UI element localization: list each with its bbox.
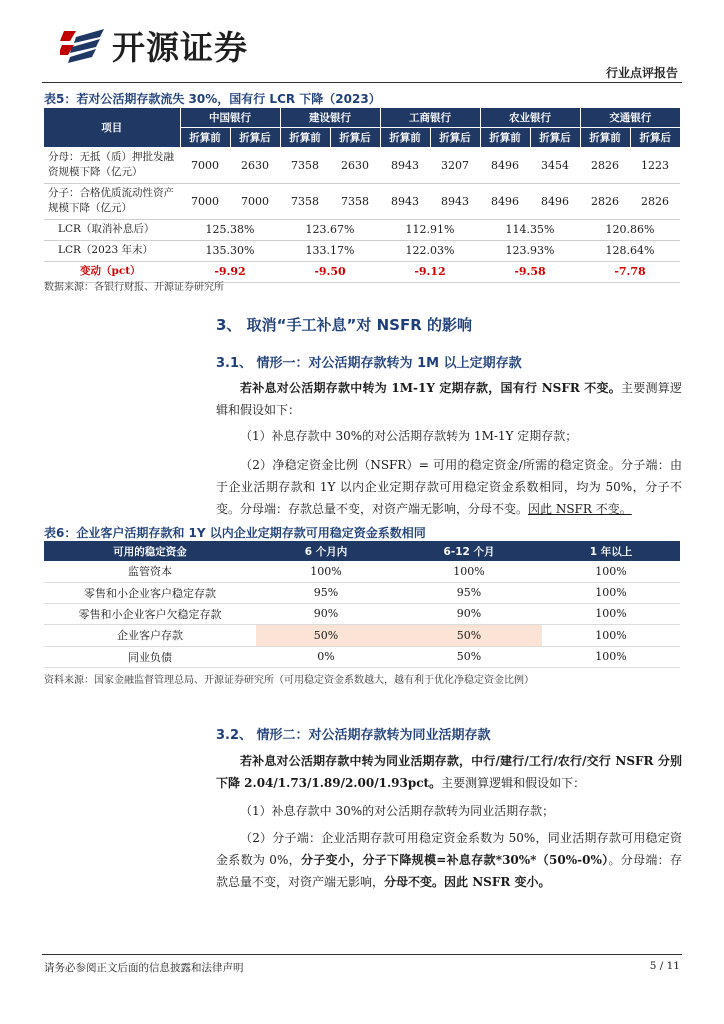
paragraph-text: 主要测算逻辑和假设如下： — [216, 381, 682, 417]
table5-subheader: 折算前 — [580, 127, 630, 147]
paragraph-bold: 若补息对公活期存款中转为同业活期存款，中行/建行/工行/农行/交行 NSFR 分别下降 2.04/1.73/1.89/2.00/1.93pct。 — [216, 754, 682, 790]
table-cell: 8943 — [380, 183, 430, 219]
paragraph — [216, 750, 682, 794]
paragraph: （1）补息存款中 30%的对公活期存款转为同业活期存款； — [240, 804, 555, 818]
table-cell: 8943 — [430, 183, 480, 219]
table6-header: 1 年以上 — [542, 541, 680, 561]
table5-bank-header: 农业银行 — [480, 108, 580, 127]
table-row — [44, 240, 680, 261]
table5-caption: 表5：若对公活期存款流失 30%，国有行 LCR 下降（2023） — [44, 92, 381, 106]
table-cell: 112.91% — [380, 219, 480, 240]
table-cell: -9.58 — [480, 261, 580, 282]
table6-row-label: 监管资本 — [44, 561, 256, 582]
table-cell: 100% — [542, 561, 680, 582]
table-cell: 7358 — [280, 183, 330, 219]
paragraph-text: 主要测算逻辑和假设如下： — [441, 776, 586, 790]
table5-subheader: 折算后 — [330, 127, 380, 147]
table5-source: 数据来源：各银行财报、开源证券研究所 — [44, 282, 224, 293]
table-cell: 50% — [396, 646, 542, 667]
table-cell: 2826 — [580, 147, 630, 183]
table-cell: 90% — [396, 603, 542, 624]
table5 — [44, 108, 680, 283]
table5-subheader: 折算后 — [530, 127, 580, 147]
footer-divider — [42, 954, 682, 955]
table-cell: 100% — [396, 561, 542, 582]
table-cell: 122.03% — [380, 240, 480, 261]
logo-mark-icon — [60, 27, 106, 65]
paragraph-bold: 分母不变。因此 NSFR 变小。 — [384, 875, 551, 889]
table-cell: 135.30% — [180, 240, 280, 261]
paragraph-underline: 因此 NSFR 不变。 — [528, 502, 632, 516]
table-row — [44, 603, 680, 624]
table-row — [44, 582, 680, 603]
table5-subheader: 折算前 — [280, 127, 330, 147]
table-cell: 2826 — [630, 183, 680, 219]
table6 — [44, 541, 680, 668]
table-cell: 120.86% — [580, 219, 680, 240]
table5-row-label: 分母：无抵（质）押批发融资规模下降（亿元） — [44, 147, 180, 183]
table5-item-header: 项目 — [44, 108, 180, 147]
table-cell: 95% — [396, 582, 542, 603]
table6-caption: 表6：企业客户活期存款和 1Y 以内企业定期存款可用稳定资金系数相同 — [44, 526, 426, 540]
table6-row-label: 零售和小企业客户稳定存款 — [44, 582, 256, 603]
table-cell: 90% — [256, 603, 396, 624]
table5-subheader: 折算后 — [430, 127, 480, 147]
table-row — [44, 624, 680, 646]
table-cell: -9.12 — [380, 261, 480, 282]
table-cell: 100% — [542, 582, 680, 603]
table5-bank-header: 工商银行 — [380, 108, 480, 127]
paragraph-text: （2）分子端：企业活期存款可用稳定资金系数为 50%，同业活期存款可用稳定资金系数为 0%， — [216, 831, 682, 867]
header-divider — [42, 82, 682, 83]
table5-row-label: 分子：合格优质流动性资产规模下降（亿元） — [44, 183, 180, 219]
table-cell: 8496 — [480, 183, 530, 219]
table-cell: 123.93% — [480, 240, 580, 261]
paragraph-text: 。分母端：存款总量不变，对资产端无影响， — [216, 853, 682, 889]
table-row — [44, 219, 680, 240]
paragraph — [216, 827, 682, 893]
table5-subheader: 折算后 — [230, 127, 280, 147]
table-cell: 0% — [256, 646, 396, 667]
table5-subheader: 折算前 — [480, 127, 530, 147]
brand-logo — [60, 22, 248, 69]
table-cell: -9.50 — [280, 261, 380, 282]
section-title: 3、 取消“手工补息”对 NSFR 的影响 — [216, 316, 472, 334]
table5-subheader: 折算后 — [630, 127, 680, 147]
table5-subheader: 折算前 — [380, 127, 430, 147]
table-cell-highlight: 50% — [256, 624, 396, 646]
table-cell: 8496 — [480, 147, 530, 183]
table-cell: 7000 — [180, 147, 230, 183]
table6-header: 6-12 个月 — [396, 541, 542, 561]
table-cell: 1223 — [630, 147, 680, 183]
brand-name: 开源证券 — [112, 28, 248, 67]
table-cell: 123.67% — [280, 219, 380, 240]
table-cell: 3454 — [530, 147, 580, 183]
table-cell-highlight: 50% — [396, 624, 542, 646]
table-cell: 8496 — [530, 183, 580, 219]
table6-source: 资料来源：国家金融监督管理总局、开源证券研究所（可用稳定资金系数越大，越有利于优化净稳定资金比例） — [44, 675, 534, 686]
paragraph-text: （2）净稳定资金比例（NSFR）= 可用的稳定资金/所需的稳定资金。分子端：由于企业活期存款和 1Y 以内企业定期存款可用稳定资金系数相同，均为 50%，分子不变。分母端：存款总量不变，对资产端无影响，分母不变。 — [216, 458, 682, 516]
table-row — [44, 147, 680, 183]
table-cell: 7358 — [280, 147, 330, 183]
table-cell: -7.78 — [580, 261, 680, 282]
table-cell: 3207 — [430, 147, 480, 183]
table-cell: 133.17% — [280, 240, 380, 261]
paragraph: （1）补息存款中 30%的对公活期存款转为 1M-1Y 定期存款； — [240, 429, 578, 443]
table-row — [44, 646, 680, 667]
table-cell: 114.35% — [480, 219, 580, 240]
table6-row-label: 零售和小企业客户欠稳定存款 — [44, 603, 256, 624]
table-cell: -9.92 — [180, 261, 280, 282]
table6-row-label: 同业负债 — [44, 646, 256, 667]
table-cell: 100% — [542, 624, 680, 646]
table-row — [44, 561, 680, 582]
table-cell: 7358 — [330, 183, 380, 219]
report-type: 行业点评报告 — [605, 66, 678, 80]
table5-row-label: LCR（2023 年末） — [44, 240, 180, 261]
table6-row-label: 企业客户存款 — [44, 624, 256, 646]
table5-row-label: 变动（pct） — [44, 261, 180, 282]
table5-row-label: LCR（取消补息后） — [44, 219, 180, 240]
table6-header: 可用的稳定资金 — [44, 541, 256, 561]
table5-bank-header: 建设银行 — [280, 108, 380, 127]
table-cell: 2630 — [230, 147, 280, 183]
subsection-title: 3.2、 情形二：对公活期存款转为同业活期存款 — [216, 728, 491, 743]
footer-disclaimer: 请务必参阅正文后面的信息披露和法律声明 — [44, 962, 244, 974]
paragraph-bold: 若补息对公活期存款中转为 1M-1Y 定期存款，国有行 NSFR 不变。 — [240, 381, 621, 395]
table-cell: 2630 — [330, 147, 380, 183]
subsection-title: 3.1、 情形一：对公活期存款转为 1M 以上定期存款 — [216, 356, 522, 371]
paragraph-bold: 分子变小，分子下降规模=补息存款*30%*（50%-0%） — [300, 853, 609, 867]
table-cell: 125.38% — [180, 219, 280, 240]
table-cell: 100% — [542, 603, 680, 624]
table-row — [44, 183, 680, 219]
paragraph — [216, 377, 682, 421]
table-cell: 100% — [542, 646, 680, 667]
page-number: 5 / 11 — [649, 960, 680, 972]
table-cell: 100% — [256, 561, 396, 582]
table-cell: 8943 — [380, 147, 430, 183]
table6-header: 6 个月内 — [256, 541, 396, 561]
table-cell: 95% — [256, 582, 396, 603]
table5-subheader: 折算前 — [180, 127, 230, 147]
table-cell: 2826 — [580, 183, 630, 219]
table5-bank-header: 交通银行 — [580, 108, 680, 127]
table-cell: 7000 — [180, 183, 230, 219]
table-cell: 7000 — [230, 183, 280, 219]
table-cell: 128.64% — [580, 240, 680, 261]
paragraph — [216, 454, 682, 520]
table5-bank-header: 中国银行 — [180, 108, 280, 127]
